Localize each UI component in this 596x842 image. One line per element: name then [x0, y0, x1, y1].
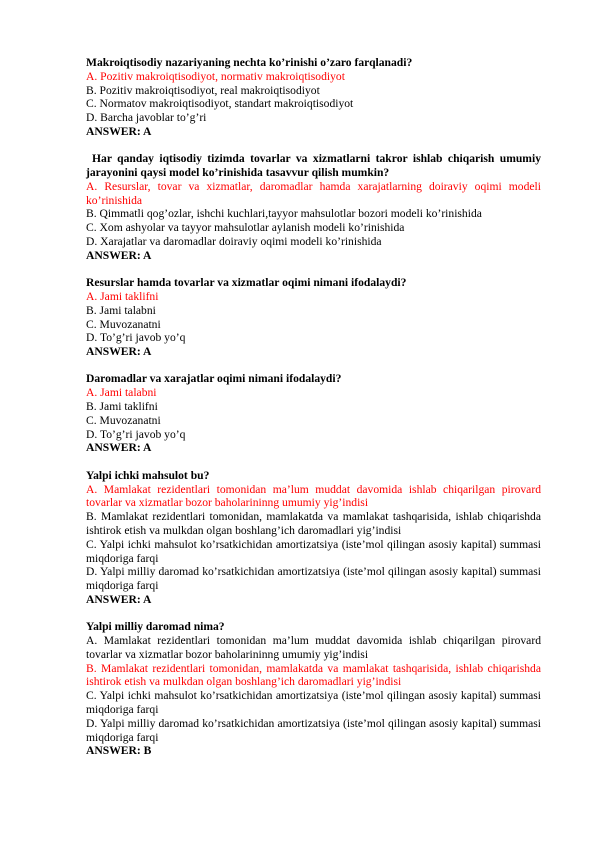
question-text: Har qanday iqtisodiy tizimda tovarlar va xizmatlarni takror ishlab chiqarish umumiy jarayonini qaysi model ko’rinishida tasavvur qilish mumkin?: [86, 152, 541, 180]
answer-line: ANSWER: A: [86, 345, 152, 359]
option-b: B. Jami talabni: [86, 303, 156, 317]
option-c: C. Muvozanatni: [86, 317, 161, 331]
option-b: B. Qimmatli qog’ozlar, ishchi kuchlari,tayyor mahsulotlar bozori modeli ko’rinishida: [86, 207, 482, 221]
option-b: B. Mamlakat rezidentlari tomonidan, mamlakatda va mamlakat tashqarisida, ishlab chiqarishda ishtirok etish va mulkdan olgan boshlang’ich daromadlari yig’indisi: [86, 661, 541, 689]
question-text: Makroiqtisodiy nazariyaning nechta ko’rinishi o’zaro farqlanadi?: [86, 56, 413, 69]
option-c: C. Yalpi ichki mahsulot ko’rsatkichidan amortizatsiya (iste’mol qilingan asosiy kapital) summasi miqdoriga farqi: [86, 689, 541, 716]
option-d: D. To’g’ri javob yo’q: [86, 331, 186, 345]
answer-line: ANSWER: B: [86, 744, 152, 758]
question-block-6: [86, 620, 541, 758]
question-block-5: [86, 469, 541, 607]
option-a: A. Jami taklifni: [86, 289, 159, 303]
question-text: Daromadlar va xarajatlar oqimi nimani ifodalaydi?: [86, 372, 342, 386]
option-b: B. Jami taklifni: [86, 400, 158, 414]
question-text: Yalpi ichki mahsulot bu?: [86, 468, 210, 482]
question-block-2: [86, 152, 541, 262]
question-block-4: [86, 372, 541, 455]
option-a: A. Jami talabni: [86, 386, 157, 400]
option-d: D. Xarajatlar va daromadlar doiraviy oqimi modeli ko’rinishida: [86, 235, 382, 249]
answer-line: ANSWER: A: [86, 248, 152, 262]
question-text: Resurslar hamda tovarlar va xizmatlar oqimi nimani ifodalaydi?: [86, 276, 407, 290]
option-d: D. Yalpi milliy daromad ko’rsatkichidan amortizatsiya (iste’mol qilingan asosiy kapital) summasi miqdoriga farqi: [86, 565, 541, 593]
option-a: A. Mamlakat rezidentlari tomonidan ma’lum muddat davomida ishlab chiqarilgan pirovard tovarlar va xizmatlar bozor baholarininng umumiy yig’indisi: [86, 633, 541, 661]
option-d: D. Yalpi milliy daromad ko’rsatkichidan amortizatsiya (iste’mol qilingan asosiy kapital) summasi miqdoriga farqi: [86, 716, 541, 744]
answer-line: ANSWER: A: [86, 124, 152, 138]
answer-line: ANSWER: A: [86, 441, 152, 455]
question-text: Yalpi milliy daromad nima?: [86, 620, 225, 634]
option-a: A. Resurslar, tovar va xizmatlar, daromadlar hamda xarajatlarning doiraviy oqimi modeli ko’rinishida: [86, 179, 541, 207]
option-c: C. Yalpi ichki mahsulot ko’rsatkichidan amortizatsiya (iste’mol qilingan asosiy kapital) summasi miqdoriga farqi: [86, 537, 541, 565]
option-b: B. Pozitiv makroiqtisodiyot, real makroiqtisodiyot: [86, 83, 320, 97]
option-c: C. Muvozanatni: [86, 413, 161, 427]
option-b: B. Mamlakat rezidentlari tomonidan, mamlakatda va mamlakat tashqarisida, ishlab chiqarishda ishtirok etish va mulkdan olgan boshlang’ich daromadlari yig’indisi: [86, 510, 541, 537]
option-a: A. Mamlakat rezidentlari tomonidan ma’lum muddat davomida ishlab chiqarilgan pirovard tovarlar va xizmatlar bozor baholarininng umumiy yig’indisi: [86, 482, 541, 510]
option-d: D. Barcha javoblar to’g’ri: [86, 111, 207, 125]
question-block-1: [86, 56, 541, 139]
option-a: A. Pozitiv makroiqtisodiyot, normativ makroiqtisodiyot: [86, 69, 345, 83]
question-block-3: [86, 276, 541, 359]
option-c: C. Xom ashyolar va tayyor mahsulotlar aylanish modeli ko’rinishida: [86, 221, 405, 235]
option-d: D. To’g’ri javob yo’q: [86, 427, 186, 441]
answer-line: ANSWER: A: [86, 592, 152, 606]
option-c: C. Normatov makroiqtisodiyot, standart makroiqtisodiyot: [86, 97, 354, 111]
